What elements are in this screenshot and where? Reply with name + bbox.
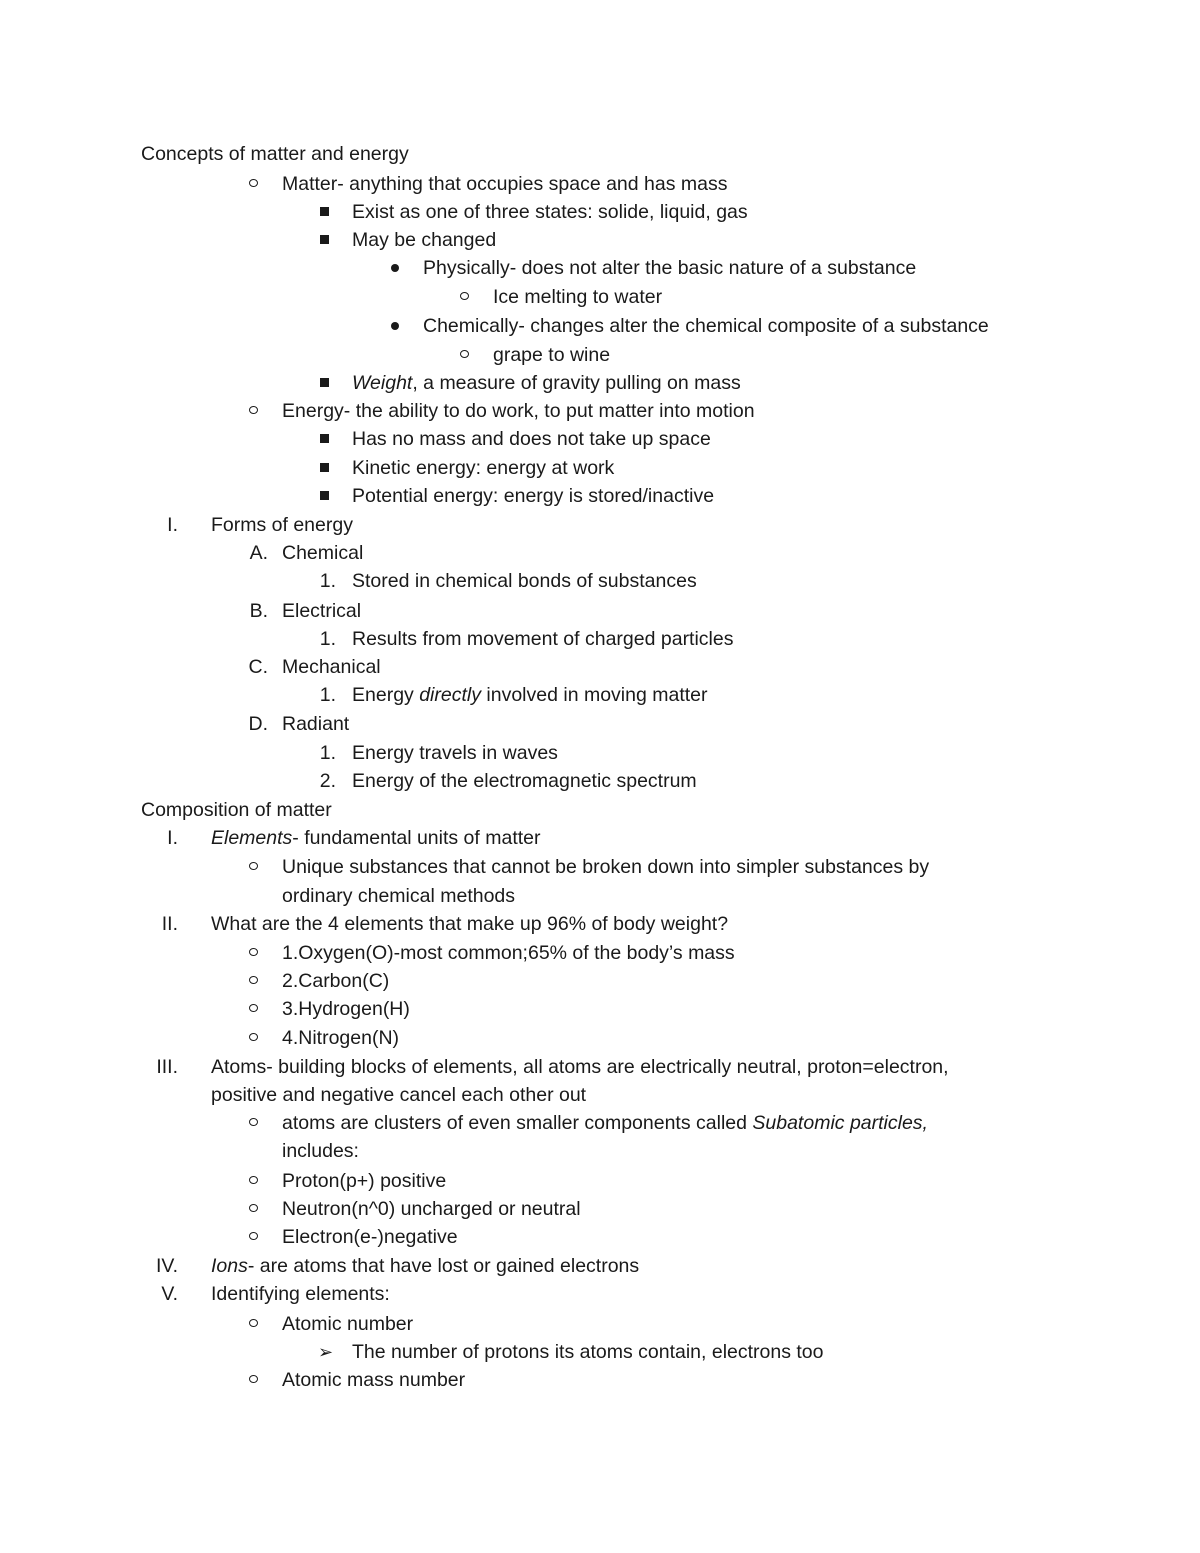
circle-bullet-icon bbox=[249, 1204, 258, 1212]
list-item-text: Kinetic energy: energy at work bbox=[352, 457, 615, 479]
list-item-text: Chemical bbox=[282, 542, 364, 564]
square-bullet-icon bbox=[320, 207, 329, 216]
circle-bullet-icon bbox=[249, 1004, 258, 1012]
list-item-text: positive and negative cancel each other out bbox=[211, 1084, 587, 1106]
letter-marker: A. bbox=[249, 542, 268, 564]
list-item-text: Energy travels in waves bbox=[352, 742, 558, 764]
emphasis-directly: directly bbox=[419, 684, 481, 706]
circle-bullet-icon bbox=[249, 1319, 258, 1327]
list-item-text: 1.Oxygen(O)-most common;65% of the body’s mass bbox=[282, 942, 735, 964]
letter-marker: D. bbox=[248, 713, 268, 735]
square-bullet-icon bbox=[320, 463, 329, 472]
number-marker: 1. bbox=[319, 742, 336, 764]
list-item-text: Physically- does not alter the basic nature of a substance bbox=[423, 257, 917, 279]
list-item-text: Identifying elements: bbox=[211, 1283, 390, 1305]
list-item-text: Unique substances that cannot be broken down into simpler substances by bbox=[282, 856, 930, 878]
list-item-text: 2.Carbon(C) bbox=[282, 970, 390, 992]
text-pre: atoms are clusters of even smaller components called bbox=[282, 1112, 753, 1134]
list-item-text: Energy- the ability to do work, to put matter into motion bbox=[282, 400, 755, 422]
list-item-text: Radiant bbox=[282, 713, 350, 735]
list-item-text bbox=[211, 824, 541, 852]
list-item-text bbox=[211, 1252, 639, 1280]
circle-bullet-icon bbox=[249, 1375, 258, 1383]
number-marker: 1. bbox=[319, 684, 336, 706]
letter-marker: B. bbox=[249, 600, 268, 622]
roman-numeral: IV. bbox=[155, 1255, 178, 1277]
circle-bullet-icon bbox=[249, 1232, 258, 1240]
list-item-text: Results from movement of charged particles bbox=[352, 628, 734, 650]
list-item-text: Exist as one of three states: solide, liquid, gas bbox=[352, 201, 748, 223]
list-item-text: What are the 4 elements that make up 96% of body weight? bbox=[211, 913, 729, 935]
list-item-text: Potential energy: energy is stored/inactive bbox=[352, 485, 715, 507]
emphasis-ions: Ions bbox=[211, 1255, 248, 1277]
heading-text: Concepts of matter and energy bbox=[141, 143, 409, 165]
roman-numeral: I. bbox=[167, 827, 178, 849]
list-item-text: Stored in chemical bonds of substances bbox=[352, 570, 697, 592]
circle-bullet-icon bbox=[460, 350, 469, 358]
arrow-bullet-icon: ➢ bbox=[318, 1342, 334, 1362]
list-item-text: includes: bbox=[282, 1140, 359, 1162]
list-item-text: Mechanical bbox=[282, 656, 381, 678]
list-item-text: Atomic number bbox=[282, 1313, 414, 1335]
square-bullet-icon bbox=[320, 235, 329, 244]
circle-bullet-icon bbox=[249, 976, 258, 984]
list-item-text: Proton(p+) positive bbox=[282, 1170, 447, 1192]
roman-numeral: V. bbox=[161, 1283, 178, 1305]
roman-numeral: I. bbox=[167, 514, 178, 536]
number-marker: 1. bbox=[319, 628, 336, 650]
circle-bullet-icon bbox=[249, 179, 258, 187]
list-item-text bbox=[352, 369, 741, 397]
roman-numeral: II. bbox=[161, 913, 178, 935]
list-item-text: Has no mass and does not take up space bbox=[352, 428, 711, 450]
emphasis-subatomic: Subatomic particles, bbox=[752, 1112, 928, 1134]
ions-rest: - are atoms that have lost or gained electrons bbox=[247, 1255, 640, 1277]
list-item-text: Electrical bbox=[282, 600, 362, 622]
list-item-text: Energy of the electromagnetic spectrum bbox=[352, 770, 697, 792]
list-item-text: grape to wine bbox=[493, 344, 611, 366]
weight-rest: , a measure of gravity pulling on mass bbox=[412, 372, 741, 394]
circle-bullet-icon bbox=[249, 862, 258, 870]
disc-bullet-icon bbox=[391, 322, 399, 330]
square-bullet-icon bbox=[320, 378, 329, 387]
list-item-text: The number of protons its atoms contain, electrons too bbox=[352, 1341, 824, 1363]
number-marker: 1. bbox=[319, 570, 336, 592]
elements-rest: - fundamental units of matter bbox=[292, 827, 541, 849]
circle-bullet-icon bbox=[249, 406, 258, 414]
circle-bullet-icon bbox=[249, 948, 258, 956]
circle-bullet-icon bbox=[249, 1176, 258, 1184]
list-item-text: 3.Hydrogen(H) bbox=[282, 998, 410, 1020]
list-item-text: Atomic mass number bbox=[282, 1369, 466, 1391]
roman-numeral: III. bbox=[156, 1056, 178, 1078]
list-item-text: Neutron(n^0) uncharged or neutral bbox=[282, 1198, 581, 1220]
emphasis-weight: Weight bbox=[352, 372, 413, 394]
disc-bullet-icon bbox=[391, 264, 399, 272]
circle-bullet-icon bbox=[460, 292, 469, 300]
list-item-text: Chemically- changes alter the chemical composite of a substance bbox=[423, 315, 989, 337]
circle-bullet-icon bbox=[249, 1033, 258, 1041]
list-item-text: Matter- anything that occupies space and has mass bbox=[282, 173, 728, 195]
list-item-text: Atoms- building blocks of elements, all atoms are electrically neutral, proton=electron, bbox=[211, 1056, 949, 1078]
square-bullet-icon bbox=[320, 491, 329, 500]
list-item-text: Electron(e-)negative bbox=[282, 1226, 458, 1248]
letter-marker: C. bbox=[248, 656, 268, 678]
text-pre: Energy bbox=[352, 684, 420, 706]
list-item-text: Forms of energy bbox=[211, 514, 353, 536]
list-item-text bbox=[352, 681, 708, 709]
square-bullet-icon bbox=[320, 434, 329, 443]
emphasis-elements: Elements bbox=[211, 827, 293, 849]
number-marker: 2. bbox=[319, 770, 336, 792]
text-post: involved in moving matter bbox=[480, 684, 708, 706]
circle-bullet-icon bbox=[249, 1118, 258, 1126]
heading-text: Composition of matter bbox=[141, 799, 332, 821]
list-item-text: ordinary chemical methods bbox=[282, 885, 516, 907]
list-item-text: May be changed bbox=[352, 229, 497, 251]
list-item-text: Ice melting to water bbox=[493, 286, 663, 308]
list-item-text: 4.Nitrogen(N) bbox=[282, 1027, 400, 1049]
list-item-text bbox=[282, 1109, 928, 1137]
